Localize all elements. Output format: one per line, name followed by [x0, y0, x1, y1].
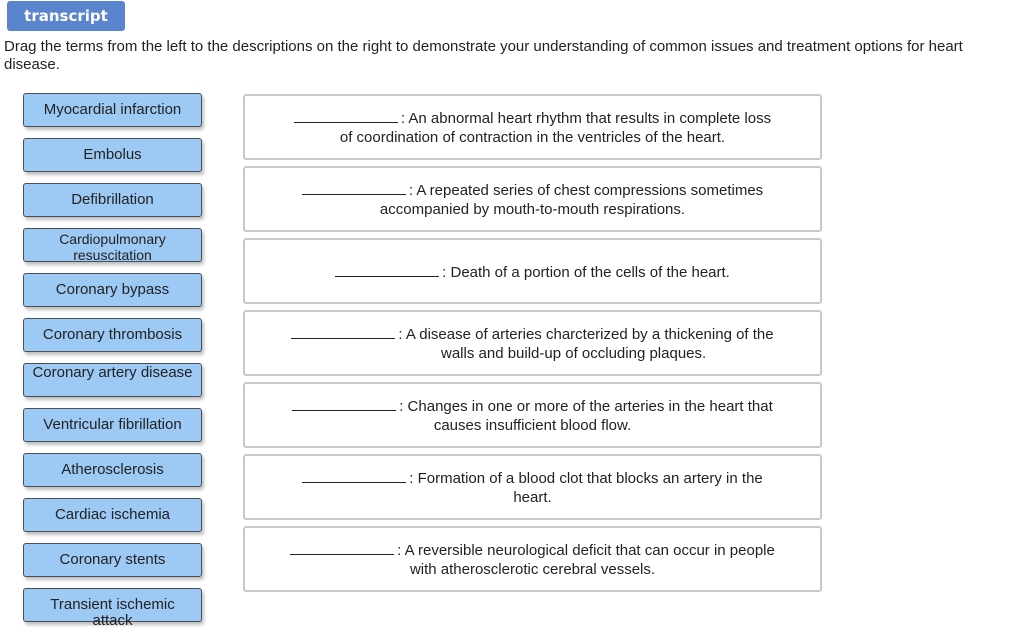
term-embolus[interactable]: [23, 138, 202, 172]
term-myocardial-infarction[interactable]: [23, 93, 202, 127]
description-line: heart.: [513, 489, 552, 506]
description-drop-target[interactable]: [243, 238, 822, 304]
term-coronary-artery-disease[interactable]: [23, 363, 202, 397]
term-ventricular-fibrillation[interactable]: [23, 408, 202, 442]
description-drop-target[interactable]: [243, 382, 822, 448]
description-line: walls and build-up of occluding plaques.: [441, 345, 707, 362]
drop-blank[interactable]: [291, 327, 395, 339]
description-line: : A reversible neurological deficit that can occur in people: [397, 542, 775, 559]
drop-blank[interactable]: [302, 471, 406, 483]
description-drop-target[interactable]: [243, 310, 822, 376]
drop-blank[interactable]: [335, 265, 439, 277]
term-coronary-thrombosis[interactable]: [23, 318, 202, 352]
transcript-button[interactable]: [7, 1, 125, 31]
term-label: Embolus: [83, 146, 142, 163]
description-line: of coordination of contraction in the ventricles of the heart.: [339, 129, 726, 146]
description-line: : Death of a portion of the cells of the heart.: [442, 264, 730, 281]
term-label: Defibrillation: [71, 191, 154, 208]
description-line: accompanied by mouth-to-mouth respirations.: [379, 201, 686, 218]
term-label: Cardiopulmonary resuscitation: [59, 231, 166, 263]
instructions-text: Drag the terms from the left to the descriptions on the right to demonstrate your understanding of common issues and treatment options for heart disease.: [4, 38, 963, 73]
drop-blank[interactable]: [290, 543, 394, 555]
term-label: Myocardial infarction: [43, 101, 182, 118]
term-label: Ventricular fibrillation: [43, 416, 182, 433]
description-line: : A disease of arteries charcterized by a thickening of the: [398, 326, 774, 343]
drop-blank[interactable]: [292, 399, 396, 411]
description-line: : A repeated series of chest compressions sometimes: [408, 182, 764, 199]
description-drop-target[interactable]: [243, 526, 822, 592]
description-drop-target[interactable]: [243, 454, 822, 520]
term-label: Coronary artery disease: [32, 364, 193, 381]
description-drop-target[interactable]: [243, 166, 822, 232]
term-atherosclerosis[interactable]: [23, 453, 202, 487]
description-drop-target[interactable]: [243, 94, 822, 160]
term-label: Cardiac ischemia: [54, 506, 171, 523]
term-label: Atherosclerosis: [61, 461, 164, 478]
term-label: Coronary bypass: [55, 281, 170, 298]
description-line: : Changes in one or more of the arteries in the heart that: [399, 398, 773, 415]
term-label: Coronary stents: [59, 551, 166, 568]
drop-blank[interactable]: [294, 111, 398, 123]
term-coronary-bypass[interactable]: [23, 273, 202, 307]
term-label: Transient ischemic attack: [50, 596, 175, 629]
description-line: with atherosclerotic cerebral vessels.: [409, 561, 656, 578]
description-line: causes insufficient blood flow.: [433, 417, 632, 434]
drop-blank[interactable]: [302, 183, 406, 195]
description-line: : Formation of a blood clot that blocks an artery in the: [409, 470, 763, 487]
transcript-label: transcript: [24, 7, 108, 25]
term-cardiac-ischemia[interactable]: [23, 498, 202, 532]
term-label: Coronary thrombosis: [42, 326, 183, 343]
term-coronary-stents[interactable]: [23, 543, 202, 577]
term-cardiopulmonary-resuscitation[interactable]: [23, 228, 202, 262]
description-line: : An abnormal heart rhythm that results in complete loss: [400, 110, 772, 127]
term-defibrillation[interactable]: [23, 183, 202, 217]
term-transient-ischemic-attack[interactable]: [23, 588, 202, 629]
